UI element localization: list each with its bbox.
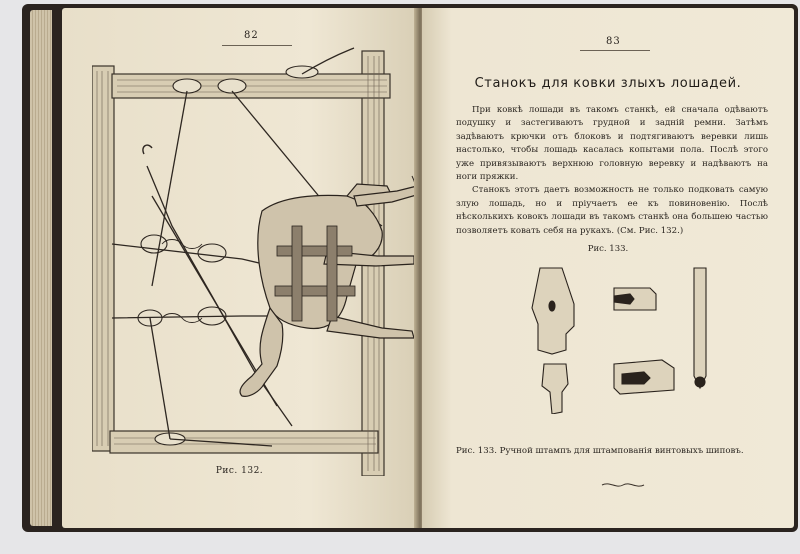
right-page — [422, 8, 794, 528]
frame-post-left — [92, 66, 114, 451]
right-page-number-rule — [580, 50, 650, 51]
frame-beam-bottom — [110, 431, 378, 453]
stamp-figure — [522, 264, 800, 414]
left-page — [62, 8, 417, 528]
figure-133-label: Рис. 133. — [587, 244, 629, 254]
body-text — [456, 104, 768, 238]
right-page-number: 83 — [606, 36, 621, 47]
paragraph-2: Станокъ этотъ даетъ возможность не только подковать самую злую лошадь, но и пріучаетъ ее къ повиновенію. Послѣ нѣсколькихъ ковокъ лошади въ такомъ станкѣ она большею частью позволяетъ ковать себя на рукахъ. (См. Рис. 132.) — [456, 185, 768, 236]
page-edges — [30, 10, 52, 526]
left-page-number: 82 — [244, 30, 259, 41]
figure-133-caption: Рис. 133. Ручной штампъ для штампованія винтовыхъ шиповъ. — [456, 446, 744, 456]
left-figure-caption: Рис. 132. — [215, 466, 264, 476]
rod — [694, 268, 706, 388]
die-bottom-left — [542, 364, 568, 414]
horse-stocks-illustration — [92, 46, 437, 476]
ornament-divider — [600, 480, 646, 490]
section-title: Станокъ для ковки злыхъ лошадей. — [474, 76, 742, 91]
paragraph-1: При ковкѣ лошади въ такомъ станкѣ, ей сначала одѣваютъ подушку и застегиваютъ грудной и задній ремни. Затѣмъ задѣваютъ крючки отъ блоковъ и подтягиваютъ веревки лишь настолько, чтобы лошадь касалась копытами пола. Послѣ этого уже привязываютъ верхнюю головную веревку и надѣваютъ на ноги пряжки. — [456, 105, 768, 183]
